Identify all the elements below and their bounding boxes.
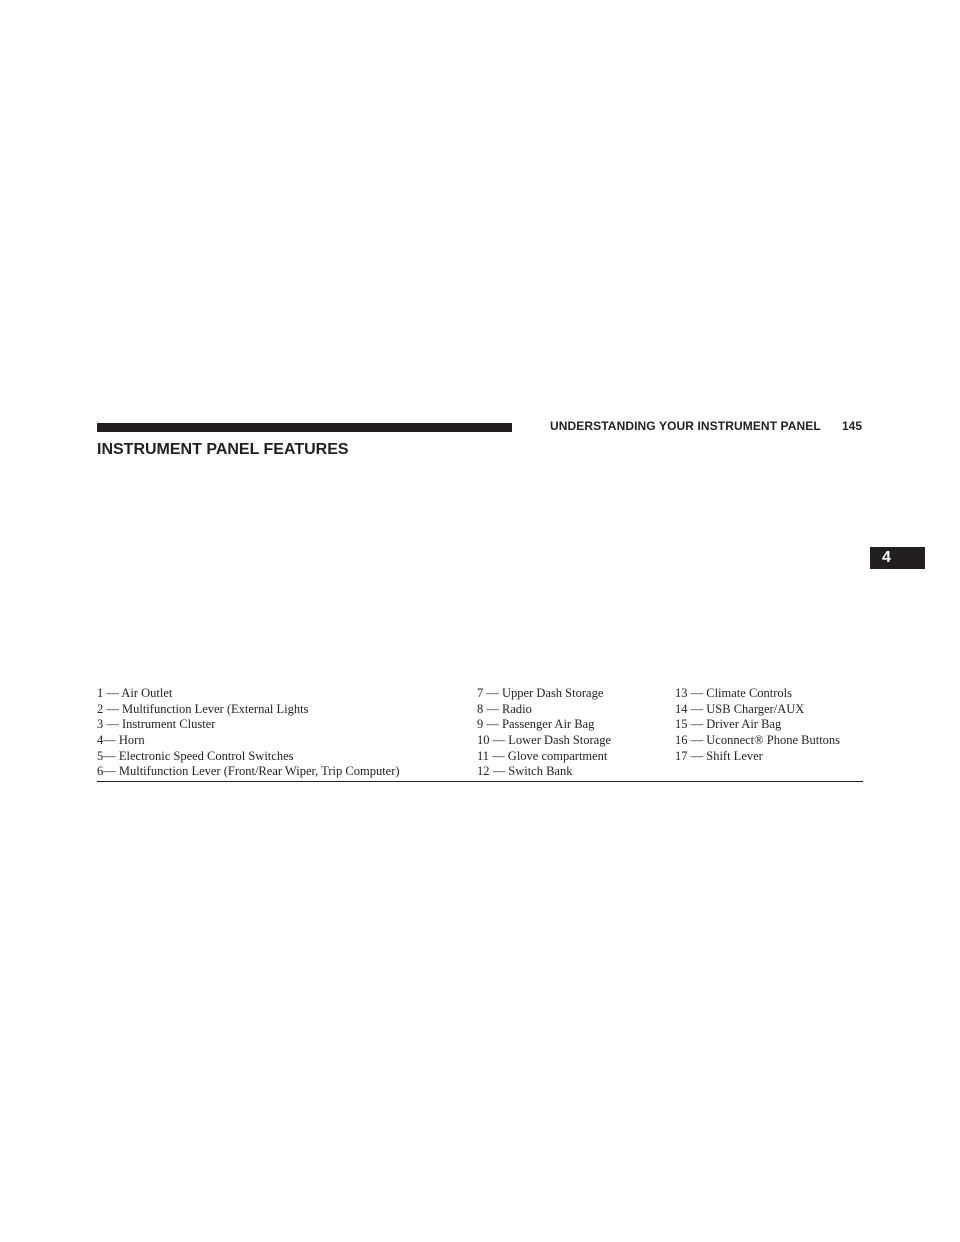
legend-item: 2 — Multifunction Lever (External Lights: [97, 701, 309, 716]
header-bar: [97, 423, 512, 432]
legend-item: 9 — Passenger Air Bag: [477, 717, 595, 732]
legend-column-2: [477, 686, 611, 780]
legend-column-3: [675, 686, 840, 764]
legend-item: 16 — Uconnect® Phone Buttons: [675, 733, 841, 748]
legend-item: 7 — Upper Dash Storage: [477, 686, 604, 700]
legend-item: 6— Multifunction Lever (Front/Rear Wiper, Trip Computer): [97, 764, 400, 779]
page-number: 145: [842, 419, 863, 433]
legend-item: 4— Horn: [97, 733, 145, 748]
legend-item: 13 — Climate Controls: [675, 686, 793, 700]
legend-item: 8 — Radio: [477, 701, 532, 716]
section-title: INSTRUMENT PANEL FEATURES: [97, 441, 349, 458]
chapter-tab: 4: [870, 547, 925, 569]
legend-item: 14 — USB Charger/AUX: [675, 701, 805, 716]
legend-item: 12 — Switch Bank: [477, 764, 573, 779]
legend-item: 3 — Instrument Cluster: [97, 717, 216, 732]
running-header-title: UNDERSTANDING YOUR INSTRUMENT PANEL: [550, 419, 821, 433]
legend-item: 11 — Glove compartment: [477, 748, 608, 763]
legend-item: 17 — Shift Lever: [675, 748, 763, 763]
legend-item: 5— Electronic Speed Control Switches: [97, 748, 294, 763]
legend-item: 10 — Lower Dash Storage: [477, 733, 611, 748]
legend-bottom-rule: [97, 781, 863, 782]
legend-item: 15 — Driver Air Bag: [675, 717, 782, 732]
legend-column-1: [97, 686, 400, 780]
legend-item: 1 — Air Outlet: [97, 686, 173, 700]
